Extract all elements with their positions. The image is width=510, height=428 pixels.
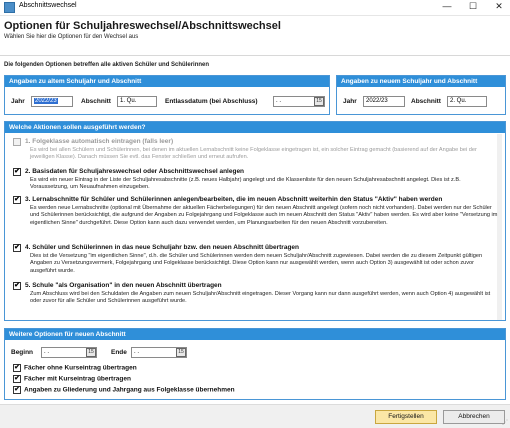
action-2-desc: Es wird ein neuer Eintrag in der Liste der Schuljahresabschnitte (z.B. neues Halbjahr) angelegt und die Klassenliste für den neuen Schuljahresabschnitt angelegt. Dies ist z.B. Voraussetzung, um Neuaufnahmen einzugeben. <box>30 177 461 191</box>
action-4-desc: Dies ist die Versetzung "im eigentlichen Sinne", d.h. die Schüler und Schülerinnen werden dem neuen Schuljahr/Abschnitt zugewiesen. Dabei werden die zu diesem Zeitpunkt gültigen Angaben zu Versetzungsvermerk, Folgejahrgang und Folgeklasse berücksichtigt. Diese Option kann nur ausgewählt werden, wenn auch Option 3) ausgewählt ist oder schon zuvor ausgeführt wurde. <box>30 253 483 274</box>
old-year-group-title: Angaben zu altem Schuljahr und Abschnitt <box>5 76 329 87</box>
action-3-title: 3. Lernabschnitte für Schüler und Schülerinnen anlegen/bearbeiten, die im neuen Abschnitt weiterhin den Status "Aktiv" haben werden <box>25 196 443 203</box>
old-year-value: 2022/23 <box>35 98 57 104</box>
scope-info: Die folgenden Optionen betreffen alle aktiven Schüler und Schülerinnen <box>4 62 210 68</box>
flag-3-label: Angaben zu Gliederung und Jahrgang aus Folgeklasse übernehmen <box>24 386 235 394</box>
further-options-group <box>4 328 506 400</box>
action-4-title: 4. Schüler und Schülerinnen in das neue Schuljahr bzw. den neuen Abschnitt übertragen <box>25 244 300 251</box>
old-section-input[interactable]: 1. Qu. <box>117 96 157 107</box>
action-1-title: 1. Folgeklasse automatisch eintragen (falls leer) <box>25 138 174 145</box>
page-subtitle: Wählen Sie hier die Optionen für den Wechsel aus <box>4 34 139 40</box>
action-2-checkbox[interactable]: ✔ <box>14 168 20 175</box>
end-date-input[interactable] <box>131 347 187 358</box>
begin-date-input[interactable] <box>41 347 97 358</box>
end-label: Ende <box>111 349 127 356</box>
close-button[interactable]: ✕ <box>495 1 503 11</box>
action-4-checkbox[interactable]: ✔ <box>14 244 20 251</box>
action-3-desc: Es werden neue Lernabschnitte (optional mit Übernahme der aktuellen Fächerbelegungen) für den neuen Abschnitt angelegt (sofern noch nicht vorhanden). Dabei werden nur der Schüler und Schülerinnen berücksichtigt, die aufgrund der Angaben zu Folgejahrgang und Folgeklasse auch im neuen Abschnitt den Status "Aktiv" haben werden. Es wird aber keine "Versetzung im eigentlichen Sinne" durchgeführt. Diese Option kann auch dazu verwendet werden, um Planungsarbeiten für den neuen Abschnitt vorzubereiten. <box>30 205 498 226</box>
action-5-desc: Zum Abschluss wird bei den Schuldaten die Angaben zum neuen Schuljahr/Abschnitt eingetragen. Dieser Vorgang kann nur dann ausgeführt werden, wenn auch Option 4) ausgewählt ist oder zuvor für alle Schüler und Schülerinnen ausgeführt wurde. <box>30 291 491 305</box>
new-year-group <box>336 75 506 115</box>
finish-button[interactable]: Fertigstellen <box>375 410 437 424</box>
further-options-title: Weitere Optionen für neuen Abschnitt <box>5 329 505 340</box>
new-section-label: Abschnitt <box>411 98 441 105</box>
minimize-button[interactable]: — <box>442 1 452 11</box>
begin-calendar-icon[interactable]: 15 <box>86 348 96 357</box>
window-title: Abschnittswechsel <box>19 2 77 9</box>
old-year-group <box>4 75 330 115</box>
end-calendar-icon[interactable]: 15 <box>176 348 186 357</box>
page-title: Optionen für Schuljahreswechsel/Abschnittswechsel <box>4 20 281 32</box>
maximize-button[interactable]: ☐ <box>468 1 478 11</box>
new-year-label: Jahr <box>343 98 357 105</box>
leave-date-label: Entlassdatum (bei Abschluss) <box>165 98 258 105</box>
flag-1-label: Fächer ohne Kurseintrag übertragen <box>24 364 137 372</box>
action-1-checkbox[interactable] <box>13 138 21 146</box>
window-titlebar <box>0 0 510 16</box>
flag-subjects-without-course[interactable] <box>13 364 137 372</box>
calendar-icon[interactable]: 15 <box>314 97 324 106</box>
actions-group-title: Welche Aktionen sollen ausgeführt werden? <box>5 122 505 133</box>
actions-group <box>4 121 506 321</box>
old-year-label: Jahr <box>11 98 25 105</box>
action-1-desc: Es wird bei allen Schülern und Schülerinnen, bei denen im aktuellen Lernabschnitt keine Folgeklasse eingetragen ist, ein solcher Eintrag gemacht (basierend auf der Angabe bei der jeweiligen Klasse). Danach müssen Sie evtl. das Fenster schließen und erneut aufrufen. <box>30 147 477 161</box>
cancel-button[interactable]: Abbrechen <box>443 410 505 424</box>
new-year-input[interactable]: 2022/23 <box>363 96 405 107</box>
begin-label: Beginn <box>11 349 34 356</box>
action-3-checkbox[interactable]: ✔ <box>14 196 20 203</box>
flag-2-checkbox[interactable]: ✔ <box>14 375 20 382</box>
action-2-title: 2. Basisdaten für Schuljahreswechsel oder Abschnittswechsel anlegen <box>25 168 245 175</box>
action-5-checkbox[interactable]: ✔ <box>14 282 20 289</box>
dialog-footer <box>0 404 510 428</box>
flag-subjects-with-course[interactable] <box>13 375 131 383</box>
flag-1-checkbox[interactable]: ✔ <box>14 364 20 371</box>
begin-date-value: . . <box>44 349 50 355</box>
leave-date-value: . . <box>276 98 282 104</box>
header-divider <box>0 55 510 56</box>
flag-2-label: Fächer mit Kurseintrag übertragen <box>24 375 131 383</box>
leave-date-input[interactable] <box>273 96 325 107</box>
action-5-title: 5. Schule "als Organisation" in den neuen Abschnitt übertragen <box>25 282 222 289</box>
old-year-input[interactable] <box>31 96 73 107</box>
new-section-input[interactable]: 2. Qu. <box>447 96 487 107</box>
new-year-group-title: Angaben zu neuem Schuljahr und Abschnitt <box>337 76 505 87</box>
flag-3-checkbox[interactable]: ✔ <box>14 386 20 393</box>
end-date-value: . . <box>134 349 140 355</box>
old-section-label: Abschnitt <box>81 98 111 105</box>
app-icon <box>4 2 15 13</box>
flag-structure-grade[interactable] <box>13 386 235 394</box>
resize-grip-icon[interactable]: ⋰ <box>502 420 508 426</box>
